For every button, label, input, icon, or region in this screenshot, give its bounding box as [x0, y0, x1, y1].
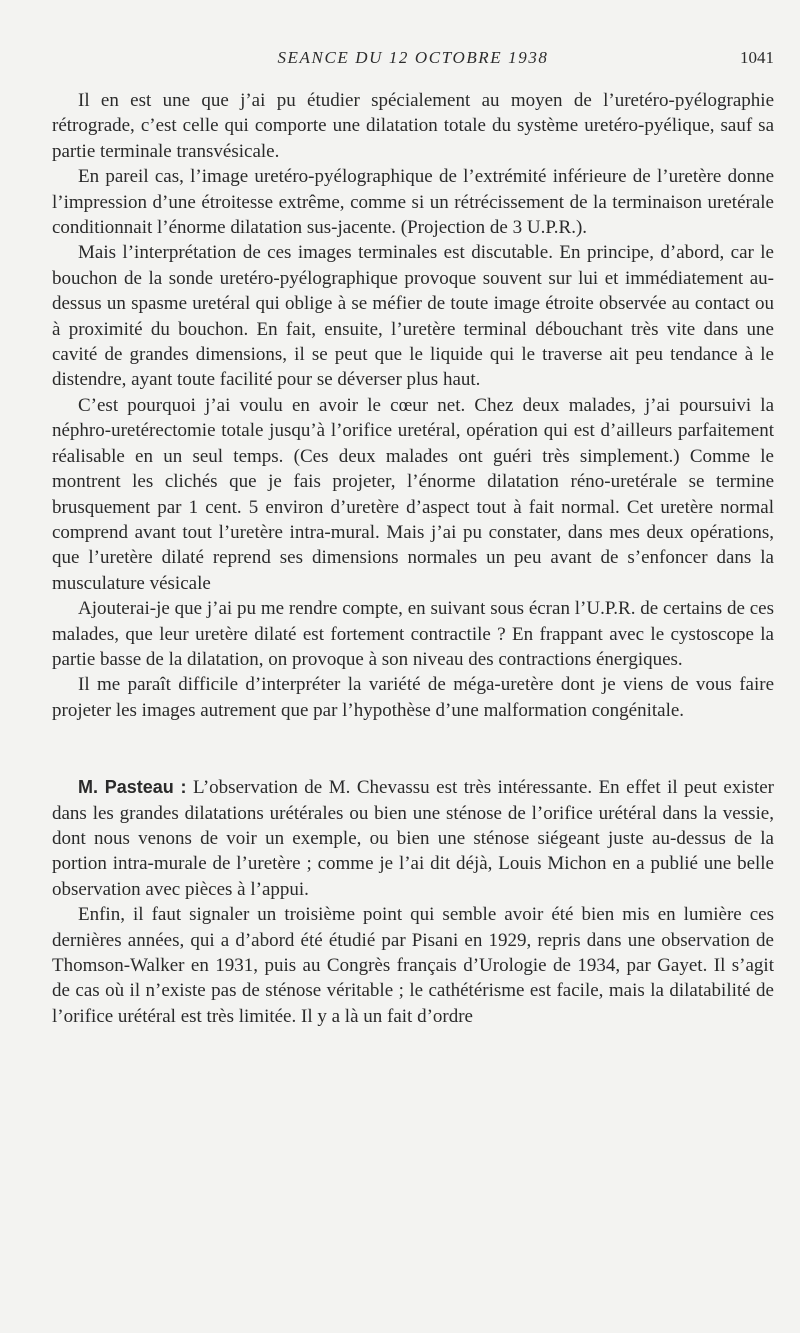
section-gap — [52, 723, 774, 775]
body-text — [52, 88, 774, 1029]
paragraph: Il me paraît difficile d’interpréter la variété de méga-uretère dont je viens de vous faire projeter les images autrement que par l’hypothèse d’une malformation congénitale. — [52, 674, 774, 721]
paragraph: Mais l’interprétation de ces images terminales est discutable. En principe, d’abord, car le bouchon de la sonde uretéro-pyélographique provoque souvent sur lui et immédiatement au-dessus un spasme uretéral qui oblige à se méfier de toute image étroite observée au contact ou à proximité du bouchon. En fait, ensuite, l’uretère terminal débouchant très vite dans une cavité de grandes dimensions, il se peut que le liquide qui le traverse ait peu tendance à le distendre, ayant toute facilité pour se déverser plus haut. — [52, 242, 774, 391]
paragraph: Il en est une que j’ai pu étudier spécialement au moyen de l’uretéro-pyélographie rétrograde, c’est celle qui comporte une dilatation totale du système uretéro-pyélique, sauf sa partie terminale transvésicale. — [52, 90, 774, 162]
discussion-paragraph-2: Enfin, il faut signaler un troisième point qui semble avoir été bien mis en lumière ces dernières années, qui a d’abord été étudié par Pisani en 1929, repris dans une observation de Thomson-Walker en 1931, puis au Congrès français d’Urologie de 1934, par Gayet. Il s’agit de cas où il n’existe pas de sténose véritable ; le cathétérisme est facile, mais la dilatabilité de l’orifice urétéral est très limitée. Il y a là un fait d’ordre — [52, 904, 774, 1027]
paragraph: C’est pourquoi j’ai voulu en avoir le cœur net. Chez deux malades, j’ai poursuivi la néphro-uretérectomie totale jusqu’à l’orifice uretéral, opération qui est d’ailleurs parfaitement réalisable en un seul temps. (Ces deux malades ont guéri très simplement.) Comme le montrent les clichés que je fais projeter, l’énorme dilatation réno-uretérale se termine brusquement par 1 cent. 5 environ d’uretère d’aspect tout à fait normal. Cet uretère normal comprend avant tout l’uretère intra-mural. Mais j’ai pu constater, dans mes deux opérations, que l’uretère dilaté reprend ses dimensions normales un peu avant de s’enfoncer dans la musculature vésicale — [52, 394, 774, 594]
discussion-paragraph — [52, 775, 774, 902]
discussion-text: L’observation de M. Chevassu est très intéressante. En effet il peut exister dans les grandes dilatations urétérales ou bien une sténose de l’orifice urétéral dans la vessie, dont nous venons de voir un exemple, ou bien une sténose siégeant juste au-dessus de la portion intra-murale de l’uretère ; comme je l’ai dit déjà, Louis Michon en a publié une belle observation avec pièces à l’appui. — [52, 777, 774, 900]
running-head — [52, 48, 774, 74]
paragraph: En pareil cas, l’image uretéro-pyélographique de l’extrémité inférieure de l’uretère donne l’impression d’une étroitesse extrême, comme si un rétrécissement de la terminaison uretérale conditionnait l’énorme dilatation sus-jacente. (Projection de 3 U.P.R.). — [52, 166, 774, 239]
page-number: 1041 — [740, 48, 774, 67]
running-title: SEANCE DU 12 OCTOBRE 1938 — [277, 48, 549, 67]
paragraph: Ajouterai-je que j’ai pu me rendre compte, en suivant sous écran l’U.P.R. de certains de ces malades, que leur uretère dilaté est fortement contractile ? En frappant avec le cystoscope la partie basse de la dilatation, on provoque à son niveau des contractions énergiques. — [52, 598, 774, 670]
speaker-name: M. Pasteau : — [78, 777, 187, 798]
